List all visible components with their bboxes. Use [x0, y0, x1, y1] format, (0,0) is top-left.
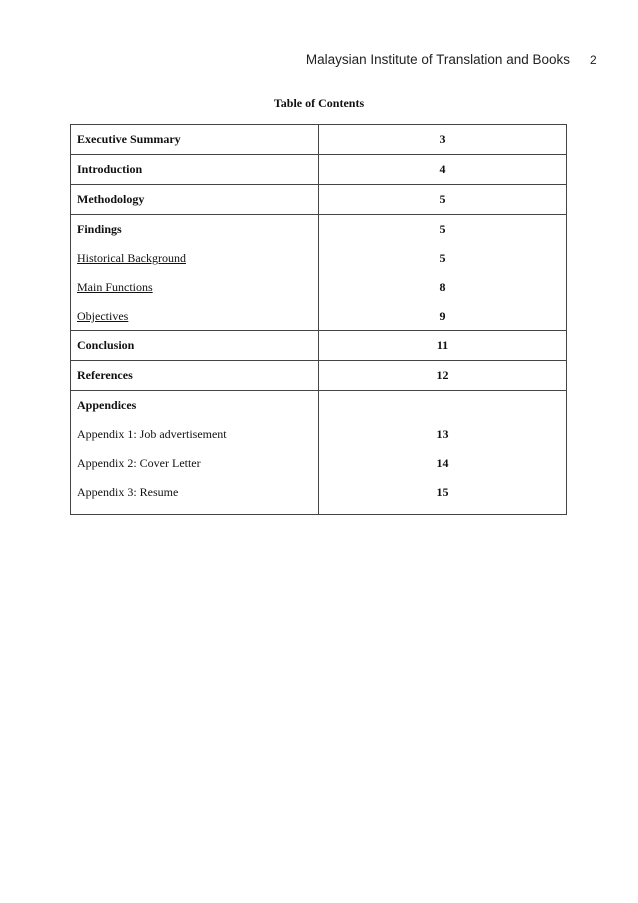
toc-entry-title: Executive Summary [77, 132, 181, 146]
toc-subentry-page: 13 [436, 427, 449, 441]
toc-subentry-title: Appendix 1: Job advertisement [77, 427, 227, 441]
toc-row-executive-summary [71, 125, 567, 155]
toc-subentry-title: Objectives [77, 309, 129, 323]
toc-row-introduction [71, 155, 567, 185]
toc-entry-title: Findings [77, 222, 122, 236]
toc-table [70, 124, 567, 515]
toc-subentry-title: Appendix 2: Cover Letter [77, 456, 201, 470]
toc-row-references [71, 361, 567, 391]
toc-entry-page: 5 [439, 192, 446, 206]
toc-subentry-title: Appendix 3: Resume [77, 485, 179, 499]
toc-entry-page: 12 [436, 368, 449, 382]
toc-entry-page: 5 [439, 222, 446, 236]
toc-entry-title: References [77, 368, 133, 382]
toc-subentry-page: 8 [439, 280, 446, 294]
page-number: 2 [590, 53, 597, 67]
toc-entry-page [325, 397, 560, 413]
toc-subentry-page: 15 [436, 485, 449, 499]
toc-entry-page: 3 [439, 132, 446, 146]
toc-subentry-title: Main Functions [77, 280, 153, 294]
toc-row-findings [71, 215, 567, 331]
toc-entry-page: 11 [436, 338, 449, 352]
toc-row-methodology [71, 185, 567, 215]
toc-entry-title: Methodology [77, 192, 145, 206]
toc-subentry-page: 5 [439, 251, 446, 265]
toc-row-conclusion [71, 331, 567, 361]
toc-subentry-page: 9 [439, 309, 446, 323]
toc-entry-title: Appendices [77, 398, 137, 412]
toc-title: Table of Contents [273, 96, 365, 110]
toc-subentry-page: 14 [436, 456, 449, 470]
toc-entry-title: Introduction [77, 162, 143, 176]
toc-entry-title: Conclusion [77, 338, 135, 352]
toc-subentry-title: Historical Background [77, 251, 186, 265]
running-header: Malaysian Institute of Translation and Books [305, 52, 570, 67]
toc-row-appendices [71, 391, 567, 515]
toc-entry-page: 4 [439, 162, 446, 176]
